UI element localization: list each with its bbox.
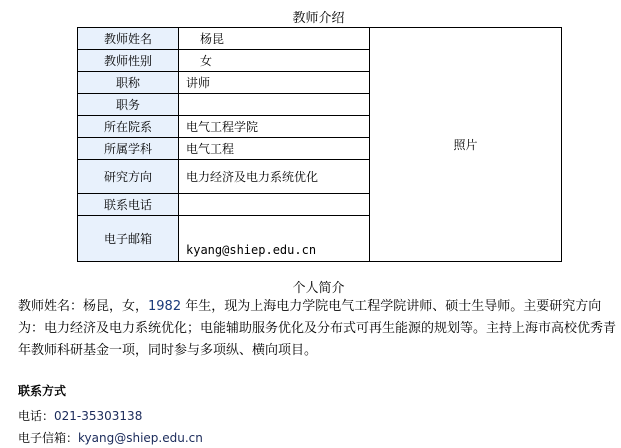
- row-value: 女: [179, 50, 370, 72]
- row-label: 职称: [78, 72, 179, 94]
- row-label: 电子邮箱: [78, 216, 179, 262]
- birth-year: 1982: [148, 299, 182, 314]
- profile-text-part: 年生，现为上海电力学院电气工程学院讲师、硕士生导师。主要研究方向为：电力经济及电力系统优化；电能辅助服务优化及分布式可再生能源的规划等。主持上海市高校优秀青年教师科研基金一项，同时参与多项纵、横向项目。: [18, 299, 617, 358]
- phone-value: 021-35303138: [54, 409, 143, 423]
- row-value: [179, 194, 370, 216]
- row-label: 所在院系: [78, 116, 179, 138]
- row-value: 电气工程学院: [179, 116, 370, 138]
- contact-heading: 联系方式: [18, 384, 67, 398]
- photo-placeholder: 照片: [370, 28, 562, 262]
- teacher-info-table: [77, 27, 562, 262]
- profile-text: [18, 296, 621, 362]
- table-row: [78, 28, 562, 50]
- row-value: 杨昆: [179, 28, 370, 50]
- phone-label: 电话：: [18, 409, 55, 423]
- row-value: kyang@shiep.edu.cn: [179, 216, 370, 262]
- row-label: 所属学科: [78, 138, 179, 160]
- row-label: 教师性别: [78, 50, 179, 72]
- row-label: 教师姓名: [78, 28, 179, 50]
- contact-email: [18, 429, 203, 446]
- profile-text-part: 教师姓名：杨昆，女，: [18, 299, 149, 314]
- row-label: 研究方向: [78, 160, 179, 194]
- row-value: [179, 94, 370, 116]
- row-label: 职务: [78, 94, 179, 116]
- row-label: 联系电话: [78, 194, 179, 216]
- page-title: 教师介绍: [292, 11, 345, 26]
- row-value: 电力经济及电力系统优化: [179, 160, 370, 194]
- email-value: kyang@shiep.edu.cn: [78, 431, 203, 445]
- contact-phone: [18, 407, 142, 424]
- profile-heading: 个人简介: [292, 281, 345, 296]
- email-label: 电子信箱：: [18, 431, 79, 445]
- row-value: 电气工程: [179, 138, 370, 160]
- row-value: 讲师: [179, 72, 370, 94]
